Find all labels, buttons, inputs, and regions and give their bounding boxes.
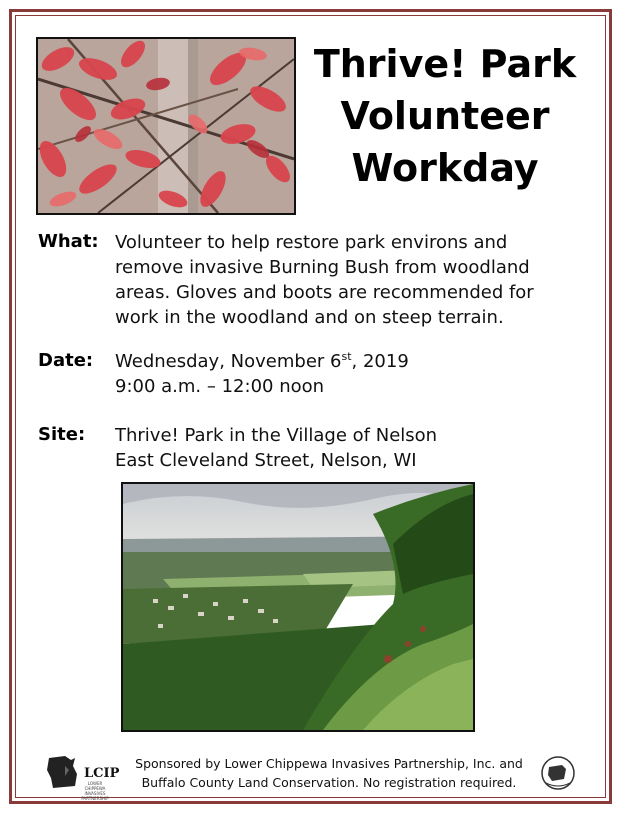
date-ordinal: st xyxy=(341,350,352,363)
date-label: Date: xyxy=(38,350,94,371)
site-line-1: Thrive! Park in the Village of Nelson xyxy=(115,425,438,446)
date-year: , 2019 xyxy=(351,351,409,372)
site-details xyxy=(115,423,437,473)
park-overlook-photo xyxy=(121,482,475,732)
what-description xyxy=(115,230,534,330)
lcip-logo-subtext: LOWER CHIPPEWA INVASIVES PARTNERSHIP xyxy=(81,781,109,801)
date-line xyxy=(115,349,409,374)
county-seal-icon xyxy=(540,755,576,791)
event-title xyxy=(300,38,590,194)
date-details xyxy=(115,349,409,399)
sponsor-line-2: Buffalo County Land Conservation. No registration required. xyxy=(141,775,517,790)
burning-bush-photo xyxy=(36,37,296,215)
title-line-1: Thrive! Park xyxy=(313,42,577,86)
what-line-4: work in the woodland and on steep terrain. xyxy=(115,307,504,328)
what-line-3: areas. Gloves and boots are recommended for xyxy=(115,282,534,303)
what-line-2: remove invasive Burning Bush from woodland xyxy=(115,257,530,278)
date-day: Wednesday, November 6 xyxy=(115,351,342,372)
time-line: 9:00 a.m. – 12:00 noon xyxy=(115,376,325,397)
sponsor-line-1: Sponsored by Lower Chippewa Invasives Partnership, Inc. and xyxy=(135,756,523,771)
site-line-2: East Cleveland Street, Nelson, WI xyxy=(115,450,417,471)
title-line-3: Workday xyxy=(351,146,539,190)
site-label: Site: xyxy=(38,424,86,445)
what-label: What: xyxy=(38,231,99,252)
sponsor-text xyxy=(122,754,536,792)
what-line-1: Volunteer to help restore park environs and xyxy=(115,232,508,253)
lcip-logo-text: LCIP xyxy=(84,766,120,781)
title-line-2: Volunteer xyxy=(340,94,550,138)
